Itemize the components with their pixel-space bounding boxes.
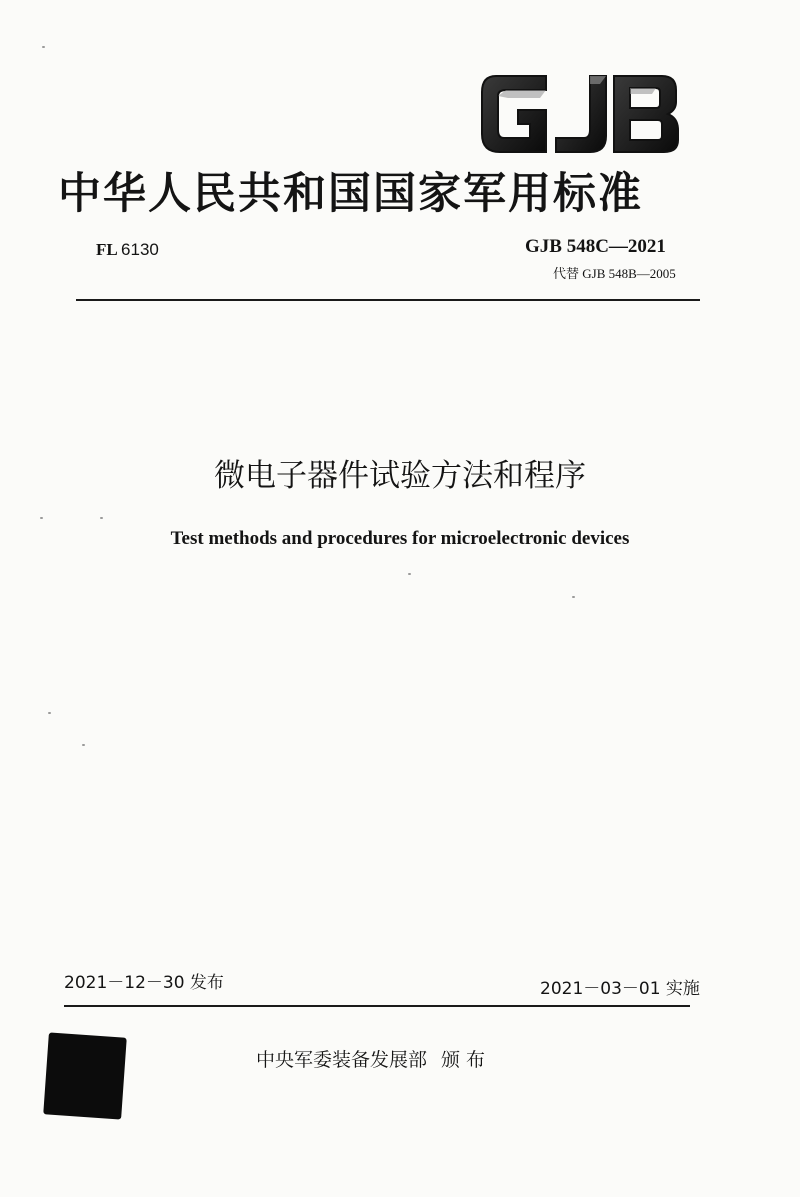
scan-speck xyxy=(40,517,43,519)
header-divider xyxy=(76,299,700,301)
publisher-line xyxy=(256,1045,491,1072)
fl-classification xyxy=(96,240,159,260)
redaction-block xyxy=(43,1032,127,1119)
implementation-date: 2021－03－01 实施 xyxy=(540,979,700,999)
footer-divider xyxy=(64,1005,690,1007)
issue-date: 2021－12－30 发布 xyxy=(64,973,224,993)
document-title-english: Test methods and procedures for microelectronic devices xyxy=(170,528,630,549)
scan-speck xyxy=(408,573,411,575)
gjb-logo xyxy=(474,68,684,160)
fl-number: 6130 xyxy=(121,240,159,259)
standard-title: 中华人民共和国国家军用标准 xyxy=(58,169,643,219)
scan-speck xyxy=(48,712,51,714)
fl-label: FL xyxy=(96,240,117,259)
publisher-action: 颁布 xyxy=(441,1049,492,1071)
replaces-standard: 代替 GJB 548B—2005 xyxy=(553,266,676,281)
scan-speck xyxy=(572,596,575,598)
scan-speck xyxy=(42,46,45,48)
standard-number: GJB 548C—2021 xyxy=(525,236,666,257)
scan-speck xyxy=(100,517,103,519)
scan-speck xyxy=(82,744,85,746)
document-title-chinese: 微电子器件试验方法和程序 xyxy=(214,458,586,494)
publisher-name: 中央军委装备发展部 xyxy=(256,1049,428,1071)
